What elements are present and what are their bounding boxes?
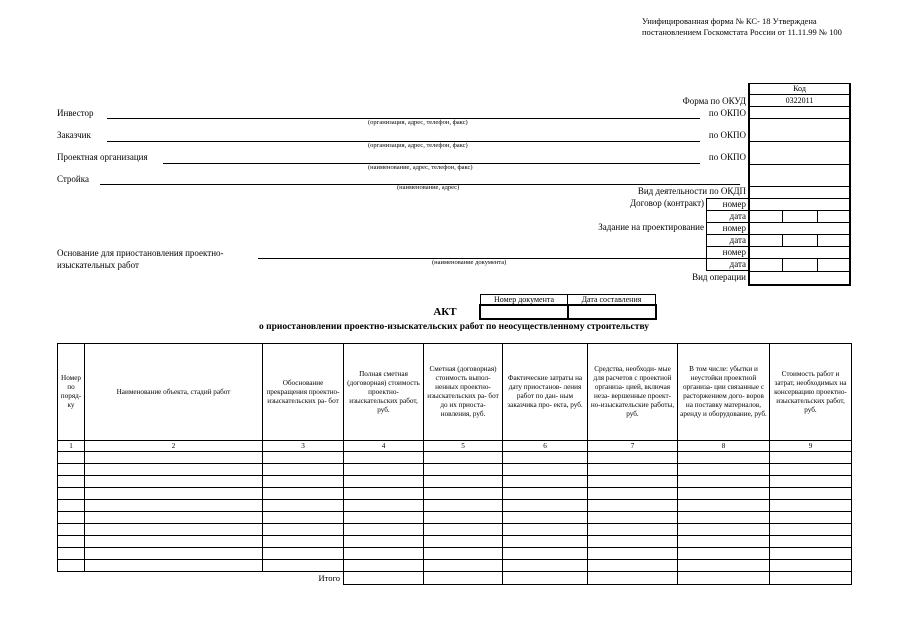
table-cell[interactable] [503, 560, 588, 572]
col-header-6: Фактические затраты на дату приостанов- ления работ по дан- ным заказчика про- екта, руб. [503, 344, 588, 441]
table-cell[interactable] [588, 488, 678, 500]
table-cell[interactable] [424, 536, 503, 548]
table-cell[interactable] [85, 500, 263, 512]
act-title: АКТ [433, 306, 457, 318]
proekt-org-label: Проектная организация [57, 152, 148, 162]
table-cell[interactable] [770, 560, 852, 572]
table-cell[interactable] [770, 476, 852, 488]
table-cell[interactable] [263, 548, 344, 560]
table-cell[interactable] [85, 476, 263, 488]
itogo-cell[interactable] [678, 572, 770, 585]
table-cell[interactable] [424, 560, 503, 572]
table-cell[interactable] [503, 548, 588, 560]
col-number: 8 [678, 441, 770, 452]
table-cell[interactable] [770, 488, 852, 500]
table-cell[interactable] [263, 488, 344, 500]
table-cell[interactable] [503, 500, 588, 512]
itogo-cell[interactable] [503, 572, 588, 585]
table-row [58, 476, 852, 488]
doc-number-label: Номер документа [493, 295, 554, 304]
table-cell[interactable] [85, 464, 263, 476]
stroyka-caption: (наименование, адрес) [397, 184, 460, 191]
table-cell[interactable] [588, 524, 678, 536]
code-column [748, 83, 851, 286]
vid-operacii-label: Вид операции [692, 272, 746, 282]
table-row [58, 512, 852, 524]
osnovanie-label-1: Основание для приостановления проектно- [57, 248, 224, 258]
itogo-cell[interactable] [588, 572, 678, 585]
table-cell[interactable] [344, 512, 424, 524]
col-number: 5 [424, 441, 503, 452]
okpo-label-zakazchik: по ОКПО [708, 130, 746, 140]
table-cell[interactable] [85, 560, 263, 572]
table-cell[interactable] [424, 548, 503, 560]
table-cell[interactable] [263, 464, 344, 476]
table-cell[interactable] [770, 512, 852, 524]
dogovor-data-label: дата [729, 211, 746, 221]
table-cell[interactable] [263, 452, 344, 464]
osnovanie-label-2: изыскательных работ [57, 260, 139, 270]
itogo-cell[interactable] [344, 572, 424, 585]
col-number: 2 [85, 441, 263, 452]
doc-date-input[interactable] [567, 304, 657, 320]
col-number: 1 [58, 441, 85, 452]
table-cell[interactable] [263, 524, 344, 536]
col-header-5: Сметная (договорная) стоимость выпол- ненных проектно- изыскательских ра- бот до их приоста- новления, руб. [424, 344, 503, 441]
table-cell[interactable] [263, 500, 344, 512]
col-number: 4 [344, 441, 424, 452]
osnovanie-caption: (наименование документа) [432, 259, 507, 266]
dogovor-nomer-label: номер [722, 199, 746, 209]
col-number-row [58, 441, 852, 452]
table-cell[interactable] [503, 476, 588, 488]
main-table [57, 343, 852, 585]
col-header-7: Средства, необходи- мые для расчетов с проектной организа- цией, включая неза- вершенные проект- но-изыскательские работы, руб. [588, 344, 678, 441]
code-header: Код [748, 83, 851, 95]
table-cell[interactable] [344, 560, 424, 572]
doc-date-label: Дата составления [581, 295, 642, 304]
table-cell[interactable] [770, 536, 852, 548]
okpo-label-investor: по ОКПО [708, 108, 746, 118]
table-cell[interactable] [588, 500, 678, 512]
table-cell[interactable] [424, 464, 503, 476]
dogovor-label: Договор (контракт) [630, 198, 704, 208]
col-header-1: Номер по поряд- ку [58, 344, 85, 441]
okud-label: Форма по ОКУД [682, 96, 746, 106]
investor-label: Инвестор [57, 108, 94, 118]
table-cell[interactable] [344, 536, 424, 548]
table-cell[interactable] [263, 536, 344, 548]
doc-number-input[interactable] [479, 304, 569, 320]
table-cell[interactable] [263, 560, 344, 572]
osnovanie-data-label: дата [729, 259, 746, 269]
table-cell[interactable] [85, 512, 263, 524]
table-cell[interactable] [344, 464, 424, 476]
table-cell[interactable] [588, 536, 678, 548]
table-row [58, 548, 852, 560]
table-cell[interactable] [58, 500, 85, 512]
table-cell[interactable] [678, 536, 770, 548]
table-cell[interactable] [424, 512, 503, 524]
table-row [58, 452, 852, 464]
okdp-label: Вид деятельности по ОКДП [637, 186, 746, 196]
table-cell[interactable] [678, 512, 770, 524]
table-cell[interactable] [344, 452, 424, 464]
header-row [58, 344, 852, 441]
table-cell[interactable] [58, 464, 85, 476]
table-cell[interactable] [85, 548, 263, 560]
col-number: 9 [770, 441, 852, 452]
stroyka-label: Стройка [57, 174, 89, 184]
table-cell[interactable] [344, 500, 424, 512]
okud-code-value: 0322011 [785, 96, 814, 105]
zakazchik-label: Заказчик [57, 130, 91, 140]
table-cell[interactable] [678, 500, 770, 512]
itogo-cell[interactable] [770, 572, 852, 585]
col-header-4: Полная сметная (договорная) стоимость проектно- изыскательских работ, руб. [344, 344, 424, 441]
act-subtitle: о приостановлении проектно-изыскательских работ по неосуществленному строительству [258, 322, 649, 332]
col-header-2: Наименование объекта, стадий работ [85, 344, 263, 441]
table-cell[interactable] [58, 524, 85, 536]
table-cell[interactable] [503, 452, 588, 464]
table-cell[interactable] [678, 524, 770, 536]
table-cell[interactable] [344, 488, 424, 500]
table-cell[interactable] [678, 560, 770, 572]
table-row [58, 500, 852, 512]
table-cell[interactable] [588, 476, 678, 488]
table-cell[interactable] [424, 500, 503, 512]
table-cell[interactable] [588, 548, 678, 560]
itogo-cell[interactable] [424, 572, 503, 585]
table-cell[interactable] [678, 548, 770, 560]
table-cell[interactable] [424, 524, 503, 536]
zadanie-nomer-label: номер [722, 223, 746, 233]
table-cell[interactable] [678, 476, 770, 488]
table-cell[interactable] [85, 524, 263, 536]
table-cell[interactable] [588, 452, 678, 464]
table-cell[interactable] [263, 476, 344, 488]
table-row [58, 488, 852, 500]
okpo-label-proekt: по ОКПО [708, 152, 746, 162]
table-row [58, 536, 852, 548]
table-cell[interactable] [678, 452, 770, 464]
table-cell[interactable] [58, 512, 85, 524]
table-cell[interactable] [263, 512, 344, 524]
table-cell[interactable] [588, 560, 678, 572]
table-cell[interactable] [58, 452, 85, 464]
table-row [58, 524, 852, 536]
table-cell[interactable] [344, 476, 424, 488]
table-cell[interactable] [85, 452, 263, 464]
zakazchik-caption: (организация, адрес, телефон, факс) [368, 142, 468, 149]
table-cell[interactable] [770, 452, 852, 464]
table-cell[interactable] [58, 488, 85, 500]
table-cell[interactable] [503, 524, 588, 536]
table-cell[interactable] [770, 524, 852, 536]
table-row [58, 560, 852, 572]
col-number: 6 [503, 441, 588, 452]
table-cell[interactable] [503, 464, 588, 476]
osnovanie-nomer-label: номер [722, 247, 746, 257]
investor-caption: (организация, адрес, телефон, факс) [368, 119, 468, 126]
zadanie-label: Задание на проектирование [598, 222, 704, 232]
table-cell[interactable] [424, 452, 503, 464]
table-cell[interactable] [503, 512, 588, 524]
table-cell[interactable] [58, 560, 85, 572]
table-cell[interactable] [58, 476, 85, 488]
col-header-8: В том числе: убытки и неустойки проектной организа- ции связанные с расторжением дого- воров на поставку материалов, аренду и оборудование, руб. [678, 344, 770, 441]
table-cell[interactable] [85, 536, 263, 548]
table-row [58, 464, 852, 476]
form-header-note: Унифицированная форма № КС- 18 Утверждена постановлением Госкомстата России от 11.11.99 № 100 [642, 16, 842, 38]
col-number: 3 [263, 441, 344, 452]
itogo-label: Итого [318, 572, 340, 583]
table-cell[interactable] [588, 512, 678, 524]
col-header-3: Обоснование прекращения проектно- изыскательских ра- бот [263, 344, 344, 441]
itogo-row [58, 572, 852, 585]
table-cell[interactable] [424, 488, 503, 500]
proekt-org-caption: (наименование, адрес, телефон, факс) [368, 164, 473, 171]
table-cell[interactable] [503, 488, 588, 500]
table-cell[interactable] [58, 548, 85, 560]
col-number: 7 [588, 441, 678, 452]
table-cell[interactable] [678, 488, 770, 500]
table-cell[interactable] [770, 464, 852, 476]
table-cell[interactable] [678, 464, 770, 476]
table-cell[interactable] [344, 548, 424, 560]
table-cell[interactable] [588, 464, 678, 476]
table-cell[interactable] [58, 536, 85, 548]
zadanie-data-label: дата [729, 235, 746, 245]
table-cell[interactable] [424, 476, 503, 488]
table-cell[interactable] [770, 548, 852, 560]
col-header-9: Стоимость работ и затрат, необходимых на консервацию проектно- изыскательских работ, руб. [770, 344, 852, 441]
table-cell[interactable] [503, 536, 588, 548]
table-cell[interactable] [344, 524, 424, 536]
table-cell[interactable] [770, 500, 852, 512]
table-cell[interactable] [85, 488, 263, 500]
